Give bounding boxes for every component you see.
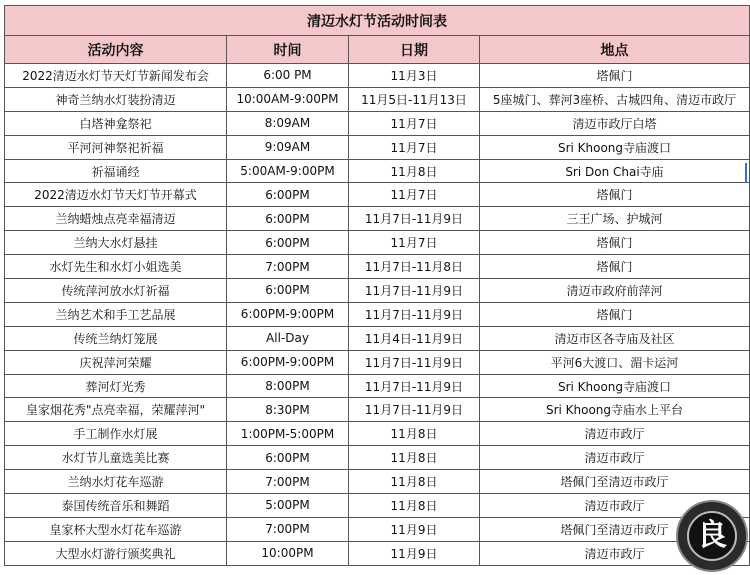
watermark-logo bbox=[676, 500, 748, 572]
time-cell: 6:00 PM bbox=[227, 64, 349, 88]
date-cell: 11月7日-11月9日 bbox=[349, 279, 480, 303]
location-cell: 三王广场、护城河 bbox=[480, 207, 750, 231]
time-cell: 6:00PM bbox=[227, 279, 349, 303]
location-cell: 塔佩门 bbox=[480, 64, 750, 88]
location-cell: 塔佩门至清迈市政厅 bbox=[480, 470, 750, 494]
header-time: 时间 bbox=[227, 36, 349, 64]
table-row bbox=[5, 541, 750, 565]
location-cell: 清迈市政府前萍河 bbox=[480, 279, 750, 303]
table-row bbox=[5, 302, 750, 326]
location-cell: Sri Khoong寺庙水上平台 bbox=[480, 398, 750, 422]
table-row bbox=[5, 64, 750, 88]
activity-cell: 兰纳大水灯悬挂 bbox=[5, 231, 227, 255]
table-row bbox=[5, 279, 750, 303]
date-cell: 11月7日-11月9日 bbox=[349, 207, 480, 231]
time-cell: 6:00PM-9:00PM bbox=[227, 350, 349, 374]
time-cell: 10:00AM-9:00PM bbox=[227, 87, 349, 111]
activity-cell: 祈福诵经 bbox=[5, 159, 227, 183]
location-cell: Sri Don Chai寺庙 bbox=[480, 159, 750, 183]
schedule-table bbox=[4, 5, 750, 566]
location-cell: 平河6大渡口、湄卡运河 bbox=[480, 350, 750, 374]
activity-cell: 传统萍河放水灯祈福 bbox=[5, 279, 227, 303]
activity-cell: 葬河灯光秀 bbox=[5, 374, 227, 398]
activity-cell: 兰纳蜡烛点亮幸福清迈 bbox=[5, 207, 227, 231]
time-cell: 6:00PM bbox=[227, 231, 349, 255]
date-cell: 11月7日-11月8日 bbox=[349, 255, 480, 279]
location-cell: 塔佩门 bbox=[480, 231, 750, 255]
table-row bbox=[5, 374, 750, 398]
activity-cell: 泰国传统音乐和舞蹈 bbox=[5, 494, 227, 518]
location-cell: 塔佩门至清迈市政厅 bbox=[480, 517, 750, 541]
time-cell: 6:00PM-9:00PM bbox=[227, 302, 349, 326]
time-cell: 7:00PM bbox=[227, 517, 349, 541]
time-cell: All-Day bbox=[227, 326, 349, 350]
location-cell: 清迈市政厅 bbox=[480, 494, 750, 518]
date-cell: 11月8日 bbox=[349, 422, 480, 446]
date-cell: 11月7日 bbox=[349, 135, 480, 159]
date-cell: 11月8日 bbox=[349, 446, 480, 470]
date-cell: 11月8日 bbox=[349, 494, 480, 518]
date-cell: 11月7日 bbox=[349, 183, 480, 207]
table-row bbox=[5, 207, 750, 231]
activity-cell: 2022清迈水灯节天灯节新闻发布会 bbox=[5, 64, 227, 88]
location-cell: 清迈市政厅 bbox=[480, 541, 750, 565]
location-cell: 塔佩门 bbox=[480, 302, 750, 326]
header-activity: 活动内容 bbox=[5, 36, 227, 64]
watermark-glyph: 良 bbox=[687, 511, 737, 561]
table-row bbox=[5, 446, 750, 470]
table-title: 清迈水灯节活动时间表 bbox=[5, 6, 750, 36]
time-cell: 8:09AM bbox=[227, 111, 349, 135]
table-row bbox=[5, 422, 750, 446]
location-cell: 清迈市政厅白塔 bbox=[480, 111, 750, 135]
time-cell: 6:00PM bbox=[227, 446, 349, 470]
date-cell: 11月7日-11月9日 bbox=[349, 374, 480, 398]
activity-cell: 神奇兰纳水灯装扮清迈 bbox=[5, 87, 227, 111]
location-cell: 清迈市区各寺庙及社区 bbox=[480, 326, 750, 350]
time-cell: 8:30PM bbox=[227, 398, 349, 422]
time-cell: 1:00PM-5:00PM bbox=[227, 422, 349, 446]
time-cell: 7:00PM bbox=[227, 255, 349, 279]
header-location: 地点 bbox=[480, 36, 750, 64]
location-cell: 5座城门、葬河3座桥、古城四角、清迈市政厅 bbox=[480, 87, 750, 111]
cell-cursor-marker bbox=[745, 163, 747, 183]
table-row bbox=[5, 494, 750, 518]
activity-cell: 传统兰纳灯笼展 bbox=[5, 326, 227, 350]
table-row bbox=[5, 87, 750, 111]
table-row bbox=[5, 350, 750, 374]
activity-cell: 水灯先生和水灯小姐选美 bbox=[5, 255, 227, 279]
table-body bbox=[5, 64, 750, 566]
activity-cell: 庆祝萍河荣耀 bbox=[5, 350, 227, 374]
table-row bbox=[5, 135, 750, 159]
date-cell: 11月4日-11月9日 bbox=[349, 326, 480, 350]
table-row bbox=[5, 183, 750, 207]
date-cell: 11月7日-11月9日 bbox=[349, 398, 480, 422]
activity-cell: 皇家杯大型水灯花车巡游 bbox=[5, 517, 227, 541]
location-cell: 塔佩门 bbox=[480, 183, 750, 207]
date-cell: 11月7日-11月9日 bbox=[349, 302, 480, 326]
header-row bbox=[5, 36, 750, 64]
date-cell: 11月5日-11月13日 bbox=[349, 87, 480, 111]
table-row bbox=[5, 231, 750, 255]
schedule-container bbox=[4, 5, 749, 566]
date-cell: 11月8日 bbox=[349, 159, 480, 183]
activity-cell: 2022清迈水灯节天灯节开幕式 bbox=[5, 183, 227, 207]
activity-cell: 兰纳水灯花车巡游 bbox=[5, 470, 227, 494]
table-row bbox=[5, 326, 750, 350]
time-cell: 8:00PM bbox=[227, 374, 349, 398]
date-cell: 11月7日-11月9日 bbox=[349, 350, 480, 374]
table-row bbox=[5, 255, 750, 279]
date-cell: 11月9日 bbox=[349, 517, 480, 541]
location-cell: 塔佩门 bbox=[480, 255, 750, 279]
table-row bbox=[5, 159, 750, 183]
time-cell: 5:00PM bbox=[227, 494, 349, 518]
table-row bbox=[5, 398, 750, 422]
activity-cell: 白塔神龛祭祀 bbox=[5, 111, 227, 135]
time-cell: 6:00PM bbox=[227, 183, 349, 207]
location-cell: 清迈市政厅 bbox=[480, 446, 750, 470]
time-cell: 5:00AM-9:00PM bbox=[227, 159, 349, 183]
date-cell: 11月8日 bbox=[349, 470, 480, 494]
header-date: 日期 bbox=[349, 36, 480, 64]
time-cell: 7:00PM bbox=[227, 470, 349, 494]
time-cell: 6:00PM bbox=[227, 207, 349, 231]
table-row bbox=[5, 470, 750, 494]
table-title-row bbox=[5, 6, 750, 36]
activity-cell: 手工制作水灯展 bbox=[5, 422, 227, 446]
date-cell: 11月9日 bbox=[349, 541, 480, 565]
activity-cell: 皇家烟花秀"点亮幸福，荣耀萍河" bbox=[5, 398, 227, 422]
table-row bbox=[5, 111, 750, 135]
activity-cell: 水灯节儿童选美比赛 bbox=[5, 446, 227, 470]
date-cell: 11月7日 bbox=[349, 231, 480, 255]
activity-cell: 平河河神祭祀祈福 bbox=[5, 135, 227, 159]
location-cell: Sri Khoong寺庙渡口 bbox=[480, 374, 750, 398]
table-row bbox=[5, 517, 750, 541]
time-cell: 9:09AM bbox=[227, 135, 349, 159]
activity-cell: 大型水灯游行颁奖典礼 bbox=[5, 541, 227, 565]
date-cell: 11月3日 bbox=[349, 64, 480, 88]
location-cell: Sri Khoong寺庙渡口 bbox=[480, 135, 750, 159]
activity-cell: 兰纳艺术和手工艺品展 bbox=[5, 302, 227, 326]
time-cell: 10:00PM bbox=[227, 541, 349, 565]
date-cell: 11月7日 bbox=[349, 111, 480, 135]
location-cell: 清迈市政厅 bbox=[480, 422, 750, 446]
